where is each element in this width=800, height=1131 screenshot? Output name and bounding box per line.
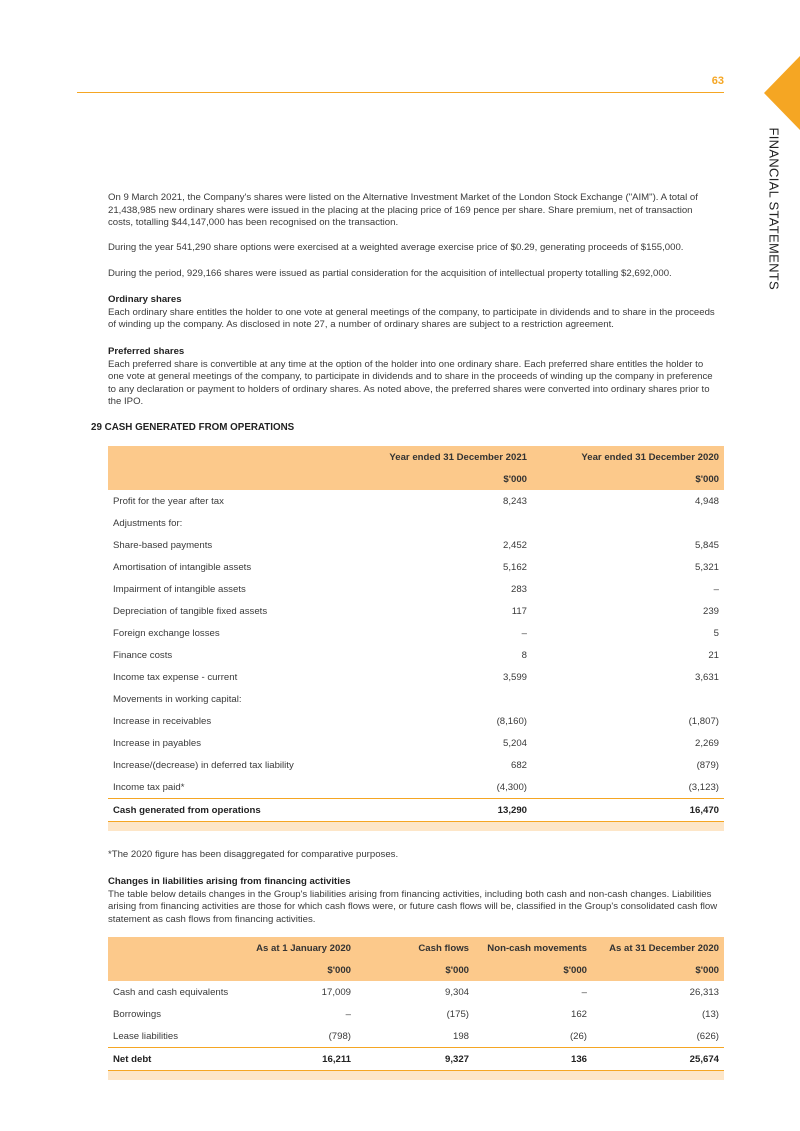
row-value-v2: 5,321: [694, 561, 719, 573]
row-value-v2: –: [713, 583, 719, 595]
liabilities-text: The table below details changes in the Group's liabilities arising from financing activities, including both cash and non-cash changes. Liabilities arising from financing activities are those for which cash flows were, or future cash flows will be, classified in the Group's consolidated cash flow statement as cash flows from financing activities.: [108, 888, 718, 925]
row-value-v1: [336, 688, 532, 710]
total-2021: 13,290: [336, 799, 532, 822]
total-2020: 16,470: [532, 799, 724, 822]
row-value-v1: 17,009: [321, 986, 351, 998]
row-label: Increase/(decrease) in deferred tax liability: [113, 759, 294, 771]
section-label: [744, 127, 800, 290]
liabilities-heading: Changes in liabilities arising from financing activities: [108, 876, 351, 887]
row-value-v2: 3,631: [694, 671, 719, 683]
row-value-v1: –: [521, 627, 527, 639]
debt-unit-3: $'000: [563, 964, 587, 976]
row-label: Finance costs: [113, 649, 173, 661]
row-label: Share-based payments: [113, 539, 213, 551]
row-value-v3: –: [581, 986, 587, 998]
row-value-v1: 5,204: [502, 737, 527, 749]
row-value-v1: 5,162: [502, 561, 527, 573]
row-value-v1: (798): [328, 1030, 351, 1042]
page-number: 63: [711, 75, 724, 87]
cash-table-header-row: [108, 446, 724, 468]
row-value-v2: (3,123): [688, 781, 719, 793]
cash-generated-table: [108, 446, 724, 831]
note-29-heading: 29 CASH GENERATED FROM OPERATIONS: [91, 422, 295, 433]
net-debt-cash-flows: 9,327: [356, 1048, 474, 1071]
row-value-v1: 682: [510, 759, 527, 771]
row-value-v1: 3,599: [502, 671, 527, 683]
debt-table-footer-band: [108, 1071, 724, 1081]
intro-text: [108, 192, 720, 230]
row-label: Adjustments for:: [113, 517, 183, 529]
cash-table-row: [108, 754, 724, 776]
cash-table-unit-blank: [108, 468, 336, 490]
net-debt-table: [108, 937, 724, 1080]
cash-table-row: [108, 776, 724, 799]
intro-text-3: [108, 268, 720, 281]
row-label: Amortisation of intangible assets: [113, 561, 252, 573]
row-value-v1: 117: [511, 605, 527, 617]
debt-table-unit-row: [108, 959, 724, 981]
total-label: Cash generated from operations: [108, 799, 336, 822]
row-value-v2: 4,948: [694, 495, 719, 507]
row-value-v2: 9,304: [444, 986, 469, 998]
row-value-v2: 5,845: [694, 539, 719, 551]
row-value-v2: (175): [446, 1008, 469, 1020]
cash-table-col-2020: Year ended 31 December 2020: [581, 451, 719, 463]
row-value-v2: 2,269: [694, 737, 719, 749]
preferred-shares-heading: Preferred shares: [108, 346, 185, 357]
row-value-v2: 21: [708, 649, 719, 661]
row-label: Income tax paid*: [113, 781, 185, 793]
cash-table-row: [108, 556, 724, 578]
row-label: Depreciation of tangible fixed assets: [113, 605, 268, 617]
row-label: Profit for the year after tax: [113, 495, 224, 507]
row-value-v3: (26): [569, 1030, 587, 1042]
debt-table-total-row: [108, 1048, 724, 1071]
debt-table-header-blank: [108, 937, 236, 959]
debt-unit-1: $'000: [327, 964, 351, 976]
debt-unit-4: $'000: [695, 964, 719, 976]
net-debt-opening: 16,211: [236, 1048, 356, 1071]
cash-table-row: [108, 688, 724, 710]
ordinary-shares-heading: Ordinary shares: [108, 294, 182, 305]
row-value-v2: (879): [696, 759, 719, 771]
cash-table-unit-row: [108, 468, 724, 490]
debt-table-row: [108, 981, 724, 1003]
cash-table-total-row: [108, 799, 724, 822]
preferred-shares-text: Each preferred share is convertible at any time at the option of the holder into one ordinary share. Each preferred share entitles the holder to one vote at general meetings of the company, to participate in dividends and to share in the proceeds of winding up the company in preference to any declaration or payment to holders of ordinary shares. As noted above, the preferred shares were converted into ordinary shares prior to the IPO.: [108, 358, 713, 408]
row-label: Lease liabilities: [113, 1030, 179, 1042]
debt-table-row: [108, 1025, 724, 1048]
row-value-v2: 198: [452, 1030, 469, 1042]
cash-table-unit-2021: $'000: [503, 473, 527, 485]
debt-table-row: [108, 1003, 724, 1025]
row-label: Income tax expense - current: [113, 671, 238, 683]
row-label: Increase in receivables: [113, 715, 212, 727]
cash-table-row: [108, 534, 724, 556]
net-debt-label: Net debt: [108, 1048, 236, 1071]
row-value-v4: (626): [696, 1030, 719, 1042]
row-value-v1: 8: [521, 649, 527, 661]
debt-table-header-row: [108, 937, 724, 959]
debt-col-opening: As at 1 January 2020: [256, 942, 351, 954]
row-label: Borrowings: [113, 1008, 161, 1020]
row-value-v1: 8,243: [502, 495, 527, 507]
row-value-v1: 2,452: [502, 539, 527, 551]
row-value-v1: –: [345, 1008, 351, 1020]
row-label: Cash and cash equivalents: [113, 986, 229, 998]
cash-table-row: [108, 490, 724, 512]
intro-paragraph-1: On 9 March 2021, the Company's shares were listed on the Alternative Investment Market of the London Stock Exchange ("AIM"). A total of 21,438,985 new ordinary shares were issued in the placing at the placing price of 169 pence per share. Share premium, net of transaction costs, totalling $44,147,000 has been recognised on the transaction.: [108, 192, 698, 229]
row-label: Movements in working capital:: [113, 693, 242, 705]
header-rule: [77, 92, 724, 93]
row-value-v4: (13): [701, 1008, 719, 1020]
cash-table-header-blank: [108, 446, 336, 468]
row-value-v2: 239: [702, 605, 719, 617]
row-value-v1: [336, 512, 532, 534]
debt-col-non-cash: Non-cash movements: [487, 942, 587, 954]
row-value-v1: 283: [510, 583, 527, 595]
row-label: Impairment of intangible assets: [113, 583, 246, 595]
cash-table-row: [108, 644, 724, 666]
liabilities-block: [108, 876, 720, 926]
cash-table-row: [108, 622, 724, 644]
row-value-v2: (1,807): [688, 715, 719, 727]
row-value-v1: (8,160): [496, 715, 527, 727]
cash-table-row: [108, 666, 724, 688]
cash-table-unit-2020: $'000: [695, 473, 719, 485]
cash-table-footer-band: [108, 822, 724, 832]
ordinary-shares-text: Each ordinary share entitles the holder to one vote at general meetings of the company, to participate in dividends and to share in the proceeds of winding up the company. As disclosed in note 27, a number of ordinary shares are subject to a restriction agreement.: [108, 306, 715, 331]
corner-tab-decoration: [764, 56, 800, 130]
preferred-shares-block: [108, 346, 720, 409]
row-value-v2: [532, 512, 724, 534]
cash-table-row: [108, 578, 724, 600]
intro-text-2: [108, 242, 720, 255]
debt-unit-blank: [108, 959, 236, 981]
section-title: FINANCIAL STATEMENTS: [766, 127, 782, 290]
intro-paragraph-3: During the period, 929,166 shares were issued as partial consideration for the acquisition of intellectual property totalling $2,692,000.: [108, 268, 672, 279]
cash-table-row: [108, 710, 724, 732]
footnote: *The 2020 figure has been disaggregated for comparative purposes.: [108, 849, 399, 860]
ordinary-shares-block: [108, 294, 720, 332]
row-value-v2: 5: [713, 627, 719, 639]
net-debt-closing: 25,674: [592, 1048, 724, 1071]
debt-col-closing: As at 31 December 2020: [609, 942, 719, 954]
row-value-v1: (4,300): [496, 781, 527, 793]
cash-table-row: [108, 600, 724, 622]
row-label: Increase in payables: [113, 737, 201, 749]
row-value-v3: 162: [570, 1008, 587, 1020]
cash-table-row: [108, 512, 724, 534]
cash-table-row: [108, 732, 724, 754]
debt-col-cash-flows: Cash flows: [418, 942, 469, 954]
row-label: Foreign exchange losses: [113, 627, 220, 639]
net-debt-non-cash: 136: [474, 1048, 592, 1071]
cash-table-col-2021: Year ended 31 December 2021: [389, 451, 527, 463]
debt-unit-2: $'000: [445, 964, 469, 976]
row-value-v4: 26,313: [689, 986, 719, 998]
intro-paragraph-2: During the year 541,290 share options were exercised at a weighted average exercise price of $0.29, generating proceeds of $155,000.: [108, 242, 684, 253]
row-value-v2: [532, 688, 724, 710]
